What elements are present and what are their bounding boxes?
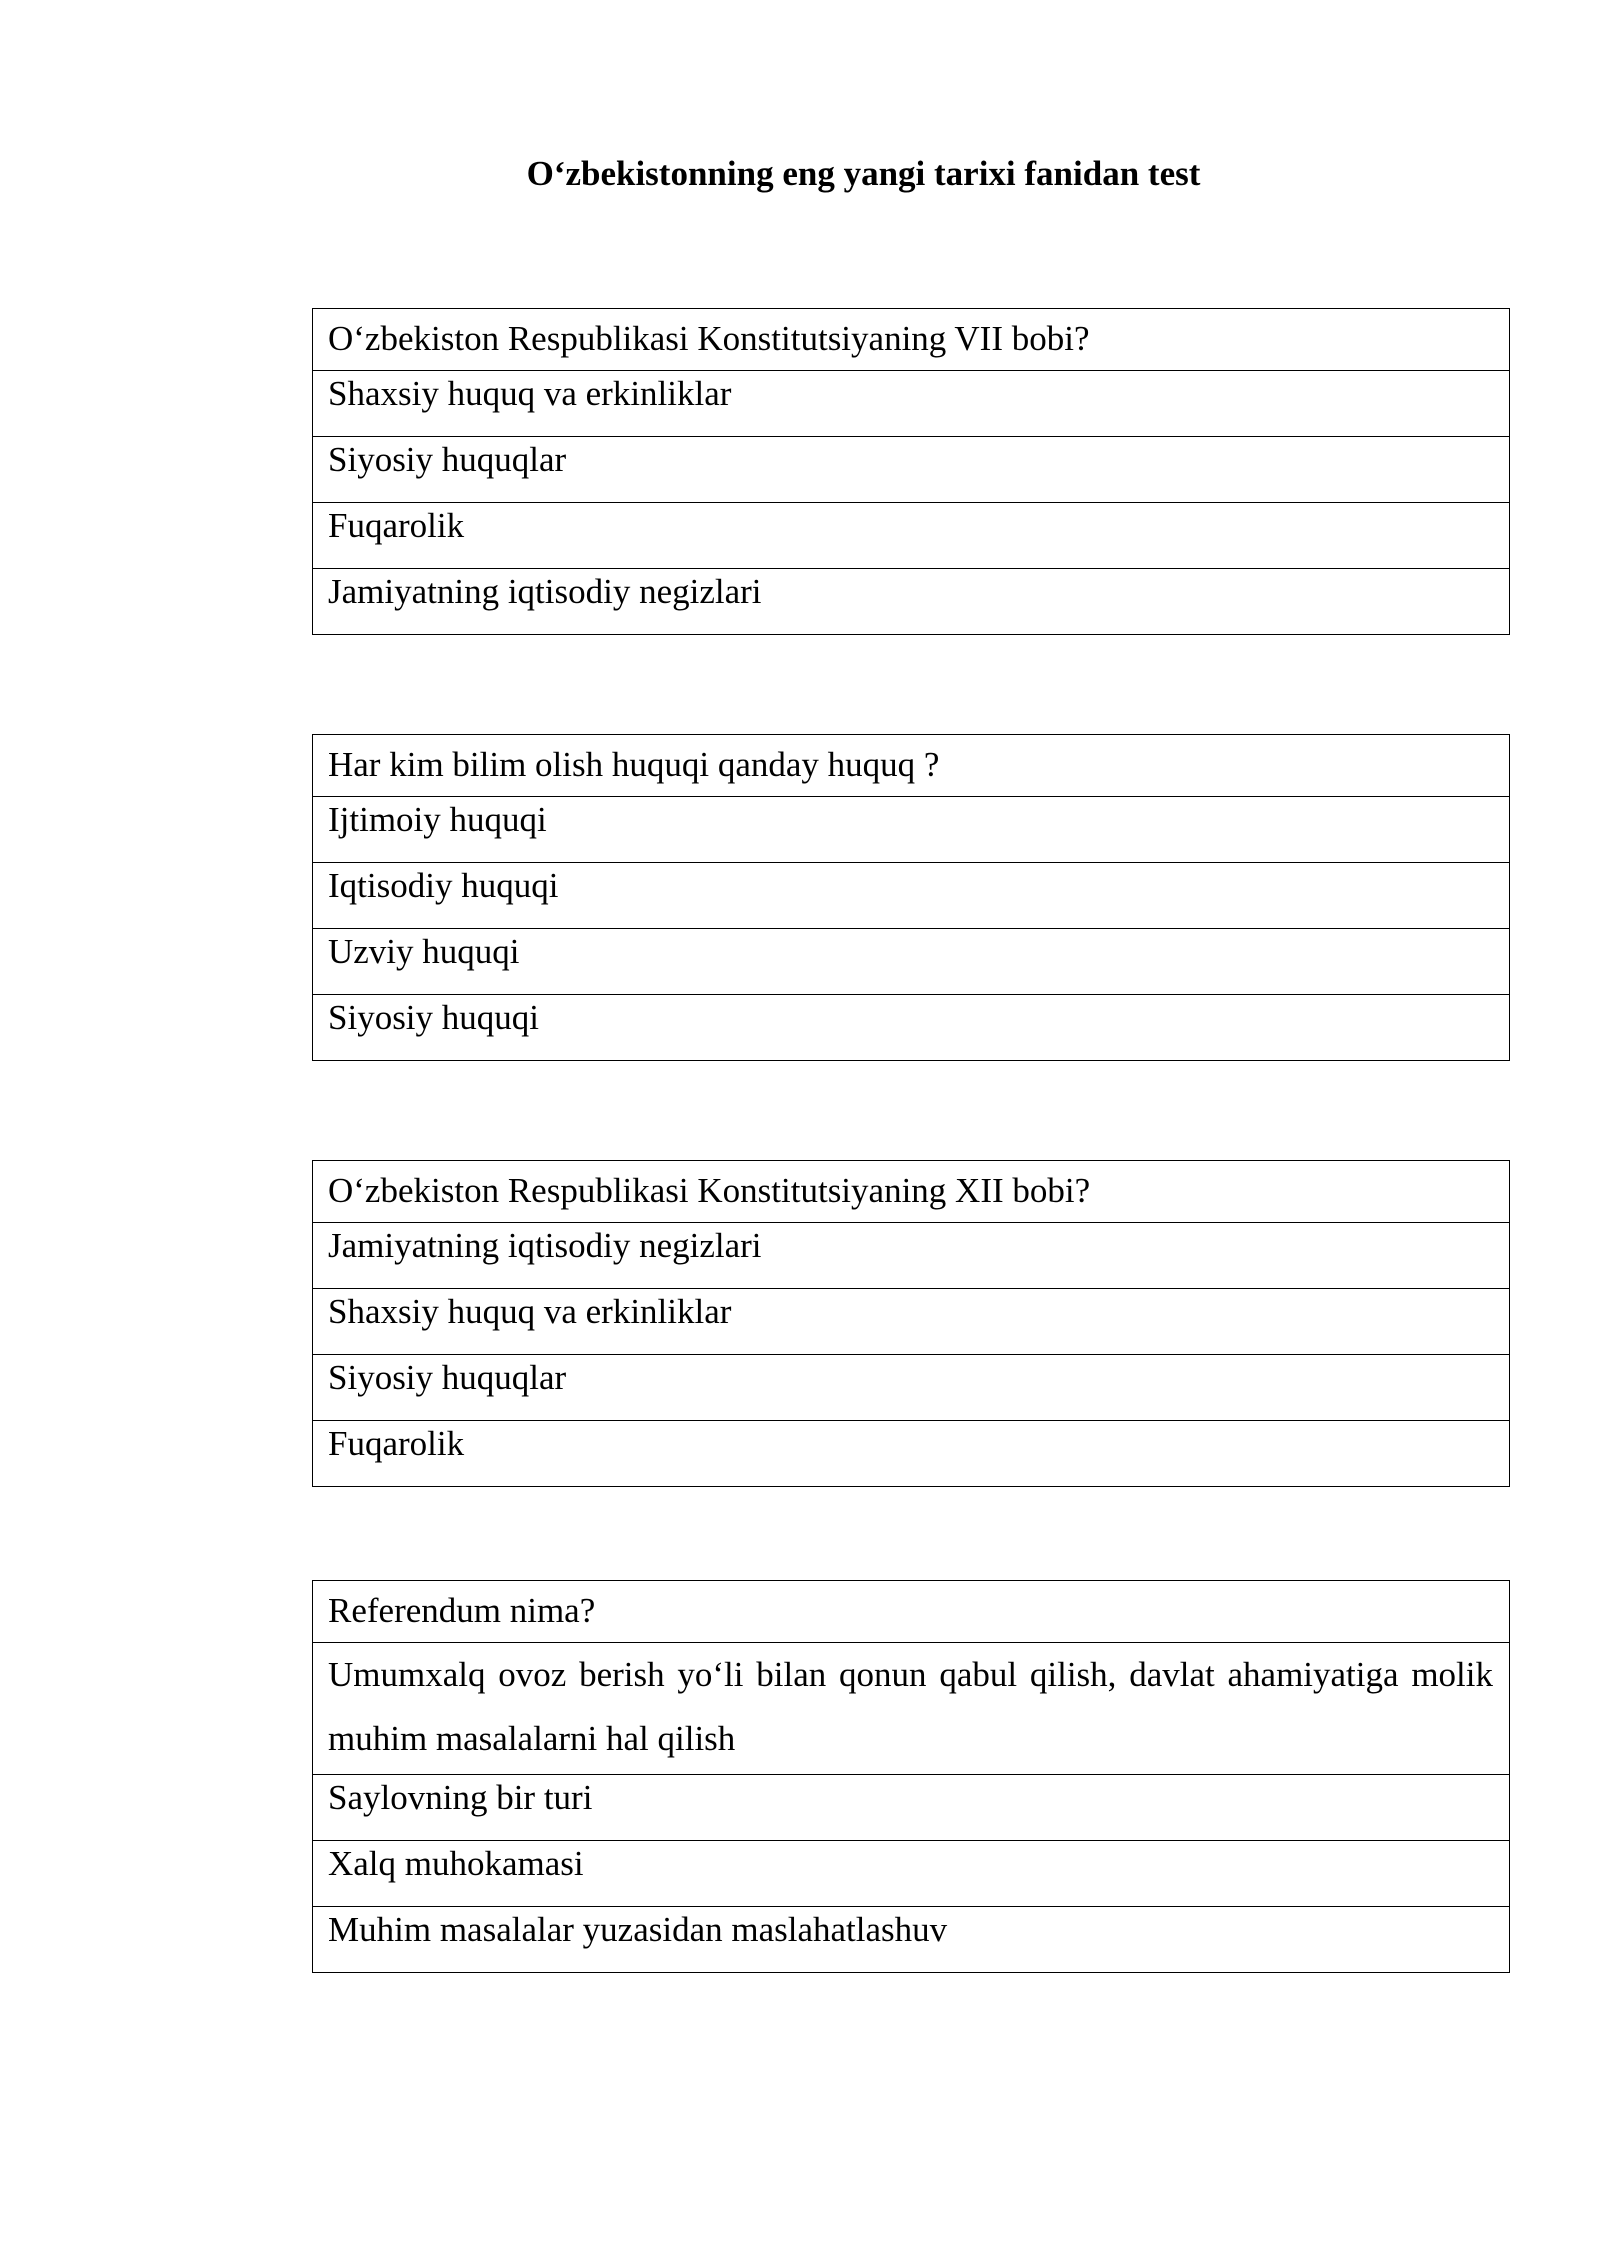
answer-row (313, 863, 1510, 929)
question-text: O‘zbekiston Respublikasi Konstitutsiyaning XII bobi? (313, 1161, 1510, 1223)
answer-option: Muhim masalalar yuzasidan maslahatlashuv (313, 1907, 1510, 1973)
question-table (312, 1160, 1510, 1487)
answer-option: Siyosiy huquqi (313, 995, 1510, 1061)
answer-option: Shaxsiy huquq va erkinliklar (313, 1289, 1510, 1355)
answer-option: Uzviy huquqi (313, 929, 1510, 995)
answer-row (313, 437, 1510, 503)
answer-row (313, 371, 1510, 437)
answer-row (313, 1421, 1510, 1487)
question-row (313, 735, 1510, 797)
answer-row (313, 1289, 1510, 1355)
answer-row (313, 995, 1510, 1061)
answer-row (313, 1355, 1510, 1421)
question-row (313, 1161, 1510, 1223)
answer-option: Jamiyatning iqtisodiy negizlari (313, 569, 1510, 635)
answer-row (313, 1841, 1510, 1907)
question-table (312, 1580, 1510, 1973)
answer-option: Jamiyatning iqtisodiy negizlari (313, 1223, 1510, 1289)
answer-row (313, 503, 1510, 569)
answer-option: Siyosiy huquqlar (313, 437, 1510, 503)
answer-option: Siyosiy huquqlar (313, 1355, 1510, 1421)
question-row (313, 1581, 1510, 1643)
answer-option: Xalq muhokamasi (313, 1841, 1510, 1907)
question-text: O‘zbekiston Respublikasi Konstitutsiyaning VII bobi? (313, 309, 1510, 371)
answer-option: Fuqarolik (313, 1421, 1510, 1487)
answer-row (313, 1223, 1510, 1289)
answer-row (313, 797, 1510, 863)
page-title: O‘zbekistonning eng yangi tarixi fanidan test (526, 154, 1201, 193)
question-text: Referendum nima? (313, 1581, 1510, 1643)
answer-row (313, 1907, 1510, 1973)
answer-option: Saylovning bir turi (313, 1775, 1510, 1841)
question-table (312, 734, 1510, 1061)
question-table (312, 308, 1510, 635)
answer-option: Ijtimoiy huquqi (313, 797, 1510, 863)
answer-row (313, 569, 1510, 635)
answer-row (313, 1775, 1510, 1841)
question-row (313, 309, 1510, 371)
answer-option: Iqtisodiy huquqi (313, 863, 1510, 929)
answer-row (313, 929, 1510, 995)
answer-row (313, 1643, 1510, 1775)
answer-option: Umumxalq ovoz berish yo‘li bilan qonun qabul qilish, davlat ahamiyatiga molik muhim masalalarni hal qilish (313, 1643, 1510, 1775)
answer-option: Shaxsiy huquq va erkinliklar (313, 371, 1510, 437)
answer-option: Fuqarolik (313, 503, 1510, 569)
question-text: Har kim bilim olish huquqi qanday huquq ? (313, 735, 1510, 797)
